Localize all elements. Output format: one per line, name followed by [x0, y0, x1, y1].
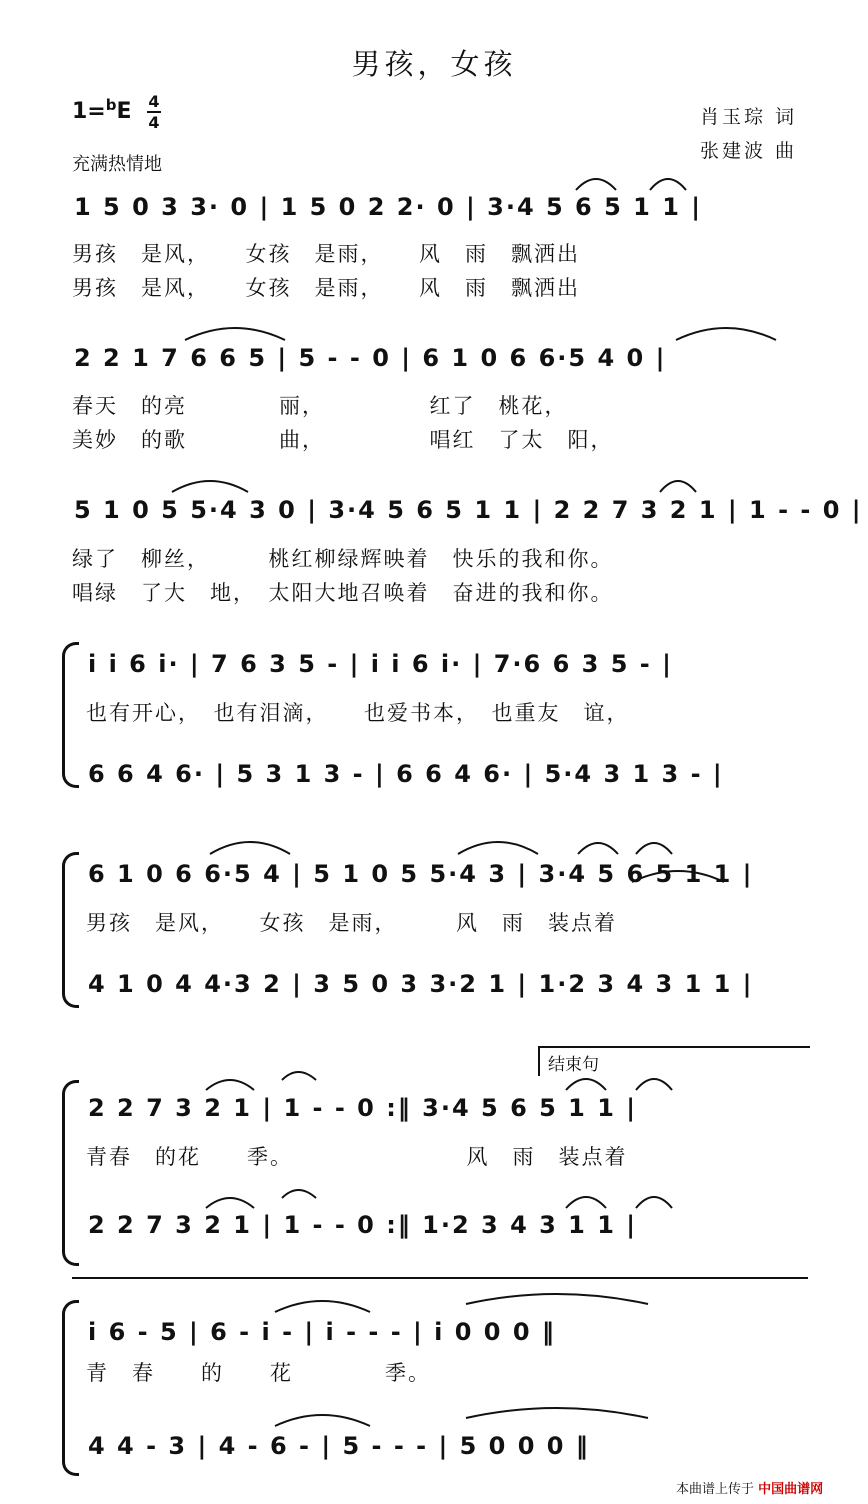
lyrics-row-5: 男孩 是风， 女孩 是雨， 风 雨 装点着 [86, 911, 617, 935]
notes-row-6-upper: 2 2 7 3 2 1 | 1 - - 0 :‖ 3·4 5 6 5 1 1 | [88, 1094, 638, 1122]
site-logo: 中国曲谱网 [758, 1482, 824, 1497]
tempo-marking: 充满热情地 [72, 154, 162, 175]
lyrics-row-7: 青 春 的 花 季。 [86, 1361, 431, 1385]
lyrics-row-6: 青春 的花 季。 风 雨 装点着 [86, 1145, 628, 1169]
notes-row-4-upper: i i 6 i· | 7 6 3 5 - | i i 6 i· | 7·6 6 3 5 - | [88, 650, 673, 678]
notes-row-4-lower: 6 6 4 6· | 5 3 1 3 - | 6 6 4 6· | 5·4 3 1 3 - | [88, 760, 724, 788]
lyrics-row-3-verse-1: 绿了 柳丝， 桃红柳绿辉映着 快乐的我和你。 [72, 547, 614, 571]
notes-row-5-lower: 4 1 0 4 4·3 2 | 3 5 0 3 3·2 1 | 1·2 3 4 3 1 1 | [88, 970, 754, 998]
upload-footer: 本曲谱上传于 中国曲谱网 [676, 1482, 824, 1497]
ending-label: 结束句 [548, 1055, 599, 1075]
lyrics-row-1-verse-2: 男孩 是风， 女孩 是雨， 风 雨 飘洒出 [72, 276, 580, 300]
notes-row-1: 1 5 0 3 3· 0 | 1 5 0 2 2· 0 | 3·4 5 6 5 1 1 | [74, 193, 703, 221]
time-signature: 4 4 [148, 92, 160, 132]
key-signature: 1=$^b$E [72, 96, 132, 124]
notes-row-5-upper: 6 1 0 6 6·5 4 | 5 1 0 5 5·4 3 | 3·4 5 6 5 1 1 | [88, 860, 754, 888]
lyrics-row-4: 也有开心， 也有泪滴， 也爱书本， 也重友 谊， [86, 701, 630, 725]
page-title: 男孩，女孩 [351, 47, 517, 81]
notes-row-7-upper: i 6 - 5 | 6 - i - | i - - - | i 0 0 0 ‖ [88, 1318, 556, 1346]
notes-row-2: 2 2 1 7 6 6 5 | 5 - - 0 | 6 1 0 6 6·5 4 0 | [74, 344, 667, 372]
lyricist-credit: 肖玉琮 词 [700, 106, 798, 128]
notes-row-7-lower: 4 4 - 3 | 4 - 6 - | 5 - - - | 5 0 0 0 ‖ [88, 1432, 590, 1460]
lyrics-row-3-verse-2: 唱绿 了大 地， 太阳大地召唤着 奋进的我和你。 [72, 581, 614, 605]
composer-credit: 张建波 曲 [700, 140, 798, 162]
notes-row-3: 5 1 0 5 5·4 3 0 | 3·4 5 6 5 1 1 | 2 2 7 3 2 1 | 1 - - 0 | [74, 496, 863, 524]
lyrics-row-1-verse-1: 男孩 是风， 女孩 是雨， 风 雨 飘洒出 [72, 242, 580, 266]
notes-row-6-lower: 2 2 7 3 2 1 | 1 - - 0 :‖ 1·2 3 4 3 1 1 | [88, 1211, 638, 1239]
lyrics-row-2-verse-2: 美妙 的歌 曲， 唱红 了太 阳， [72, 428, 614, 452]
lyrics-row-2-verse-1: 春天 的亮 丽， 红了 桃花， [72, 394, 568, 418]
